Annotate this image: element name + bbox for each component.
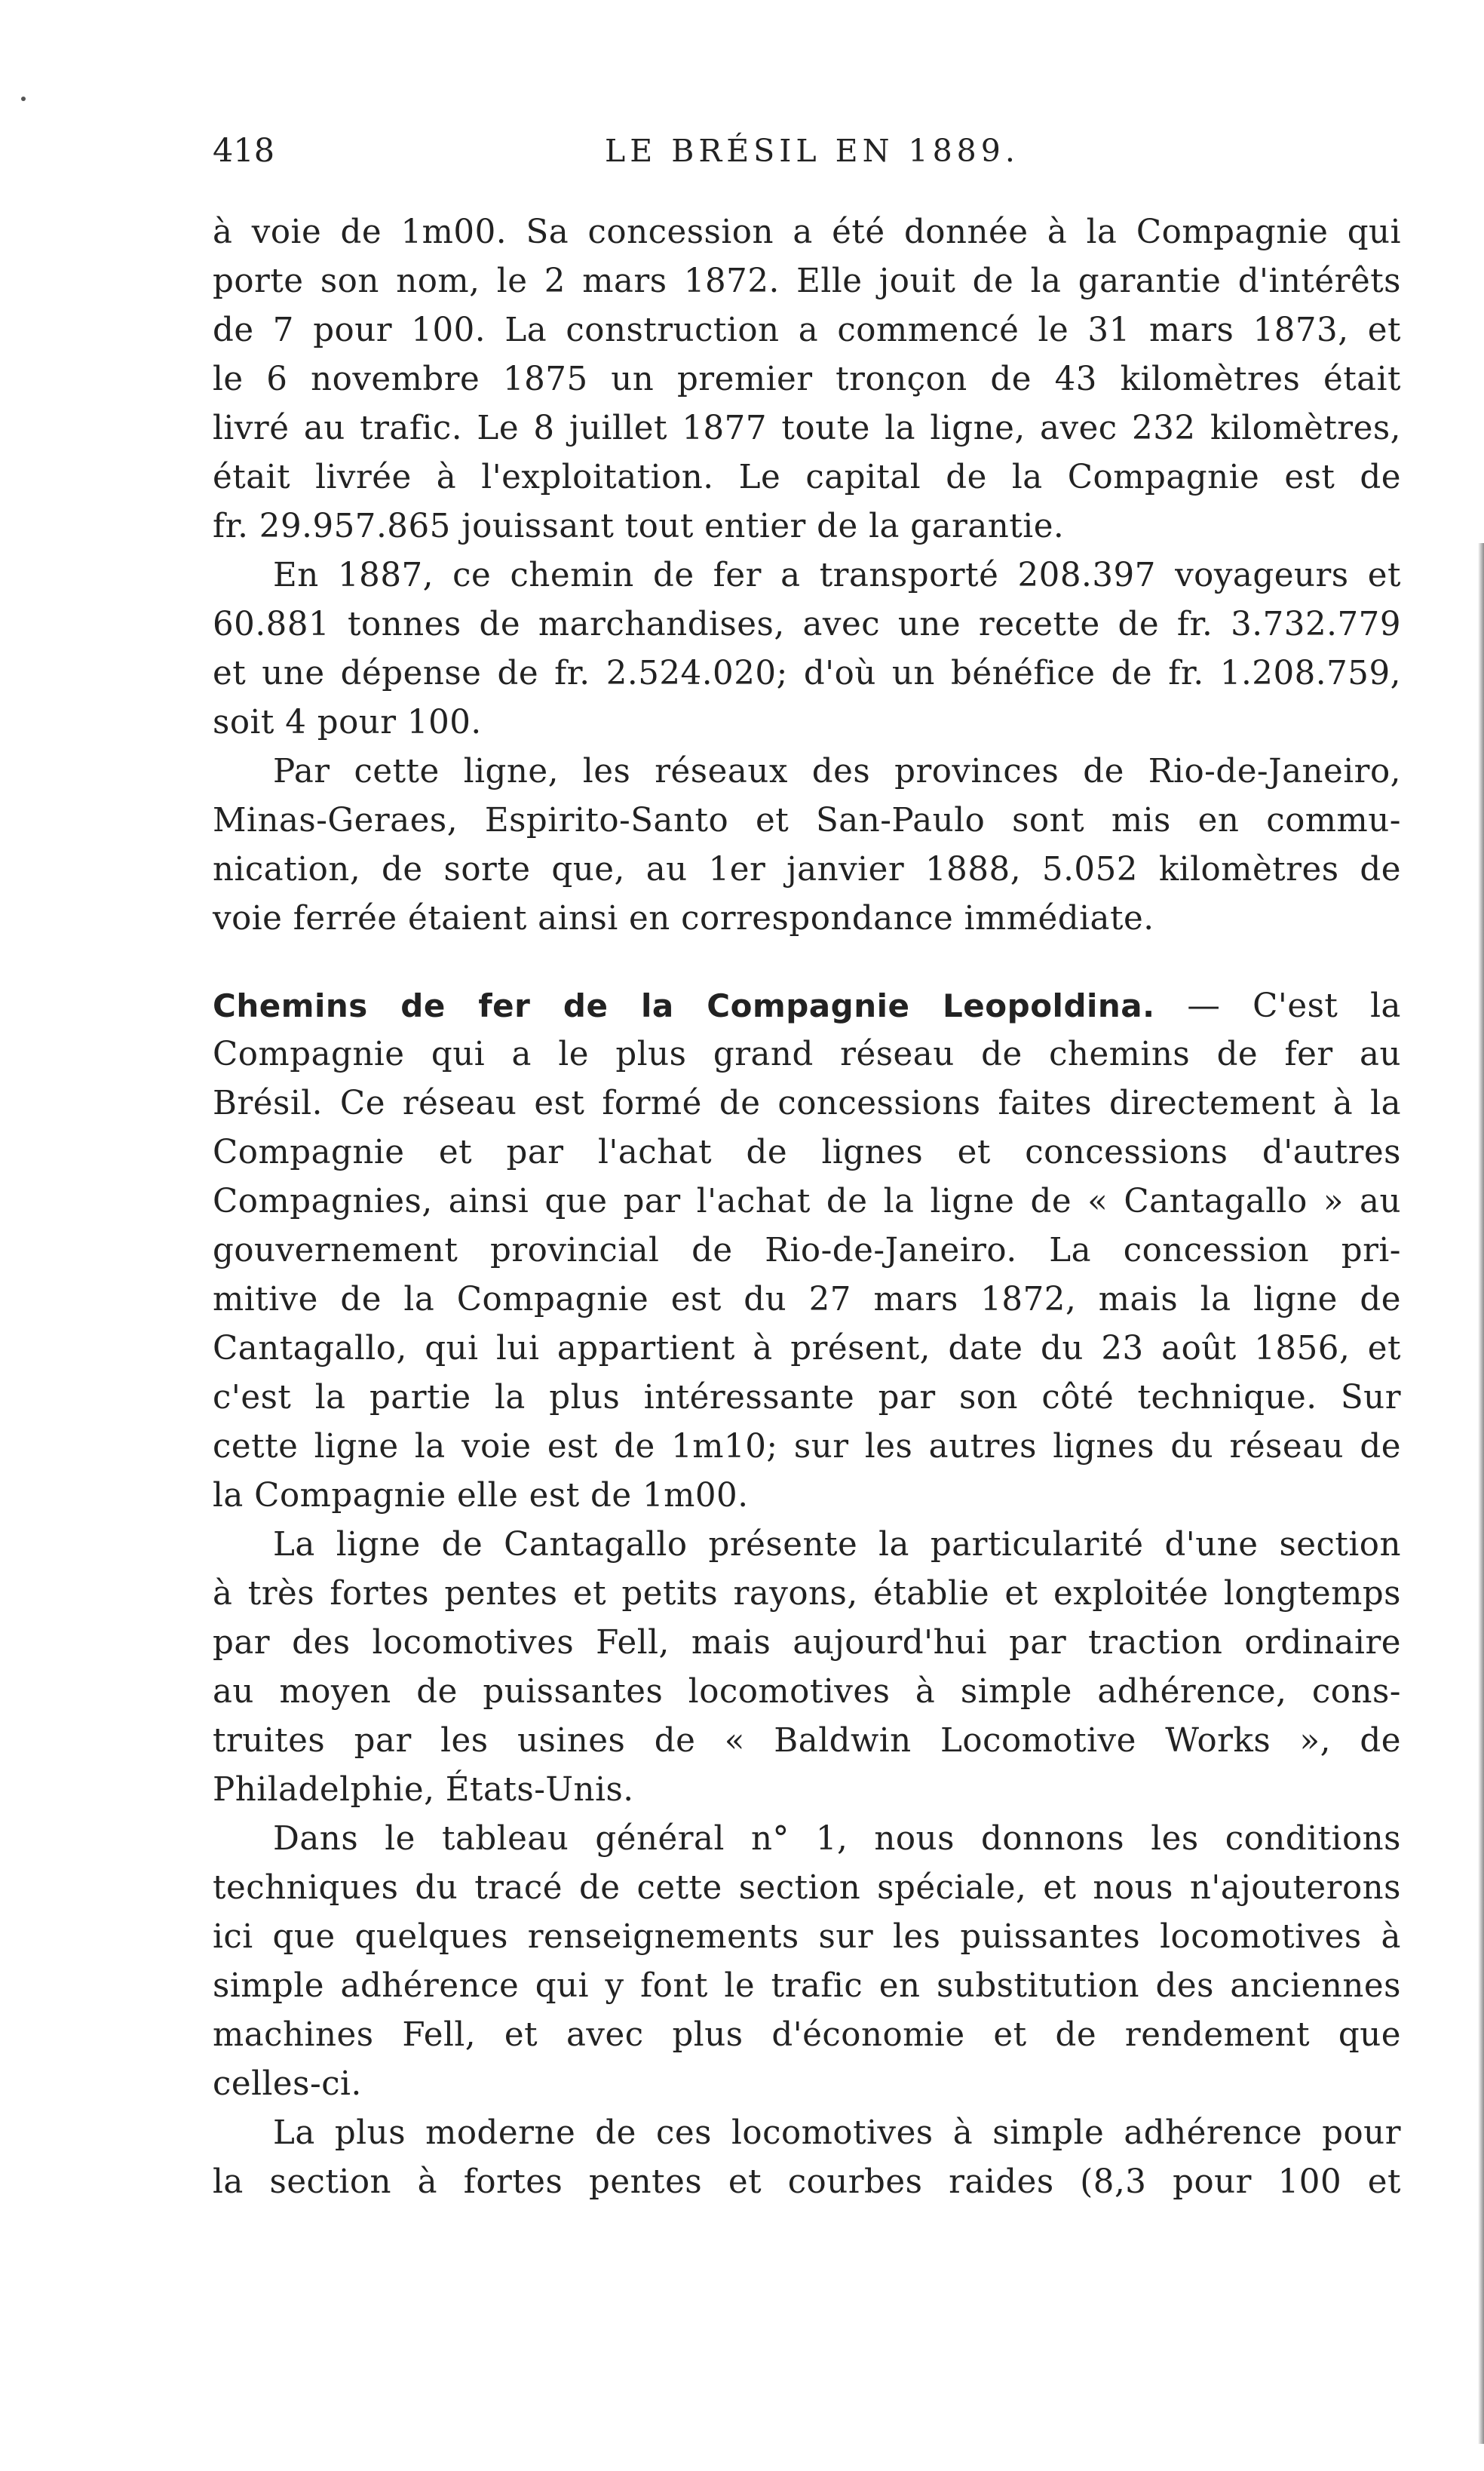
text-line: le 6 novembre 1875 un premier tronçon de 43 kilomètres était (213, 361, 1401, 398)
text-line: machines Fell, et avec plus d'économie et de rendement que (213, 2016, 1401, 2054)
paragraph (213, 551, 1401, 747)
section-heading-continuation: — C'est la (1187, 987, 1401, 1025)
text-line: cette ligne la voie est de 1m10; sur les autres lignes du réseau de (213, 1428, 1401, 1466)
section-spacer (213, 944, 1401, 981)
text-line: par des locomotives Fell, mais aujourd'hui par traction ordinaire (213, 1624, 1401, 1662)
text-line: la section à fortes pentes et courbes raides (8,3 pour 100 et (213, 2163, 1401, 2201)
text-line: nication, de sorte que, au 1er janvier 1888, 5.052 kilomètres de (213, 851, 1401, 889)
text-line: truites par les usines de « Baldwin Locomotive Works », de (213, 1722, 1401, 1760)
text-line: était livrée à l'exploitation. Le capital de la Compagnie est de (213, 459, 1401, 496)
text-line: La ligne de Cantagallo présente la particularité d'une section (273, 1526, 1401, 1564)
text-line: fr. 29.957.865 jouissant tout entier de la garantie. (213, 508, 1065, 545)
text-line: Compagnie et par l'achat de lignes et concessions d'autres (213, 1134, 1401, 1171)
text-line: gouvernement provincial de Rio-de-Janeiro. La concession pri- (213, 1232, 1401, 1269)
text-line: La plus moderne de ces locomotives à simple adhérence pour (273, 2114, 1401, 2152)
page-number: 418 (213, 132, 275, 170)
text-line: simple adhérence qui y font le trafic en substitution des anciennes (213, 1967, 1401, 2005)
body-text (213, 208, 1401, 2207)
text-line: Minas-Geraes, Espirito-Santo et San-Paulo sont mis en commu- (213, 802, 1401, 840)
text-line: techniques du tracé de cette section spéciale, et nous n'ajouterons (213, 1869, 1401, 1907)
text-line: porte son nom, le 2 mars 1872. Elle jouit de la garantie d'intérêts (213, 262, 1401, 300)
text-line: livré au trafic. Le 8 juillet 1877 toute la ligne, avec 232 kilomètres, (213, 410, 1401, 447)
page-edge-shadow (1478, 543, 1484, 2444)
text-line: ici que quelques renseignements sur les puissantes locomotives à (213, 1918, 1401, 1956)
paragraph (213, 208, 1401, 551)
text-line: Philadelphie, États-Unis. (213, 1771, 634, 1809)
paragraph (213, 1521, 1401, 1815)
text-line: Brésil. Ce réseau est formé de concessions faites directement à la (213, 1085, 1401, 1122)
text-line: Dans le tableau général n° 1, nous donnons les conditions (273, 1820, 1401, 1858)
paragraph (213, 1815, 1401, 2109)
text-line: celles-ci. (213, 2065, 362, 2103)
text-line: c'est la partie la plus intéressante par son côté technique. Sur (213, 1379, 1401, 1417)
text-line: au moyen de puissantes locomotives à simple adhérence, cons- (213, 1673, 1401, 1711)
ink-speck (21, 97, 26, 101)
text-line: la Compagnie elle est de 1m00. (213, 1477, 749, 1515)
text-line: 60.881 tonnes de marchandises, avec une recette de fr. 3.732.779 (213, 606, 1401, 643)
text-line: à voie de 1m00. Sa concession a été donnée à la Compagnie qui (213, 213, 1401, 251)
text-line: soit 4 pour 100. (213, 704, 482, 741)
text-line (213, 981, 1401, 1030)
paragraph (213, 2109, 1401, 2207)
text-line: En 1887, ce chemin de fer a transporté 208.397 voyageurs et (273, 557, 1401, 594)
running-title: LE BRÉSIL EN 1889. (605, 133, 1019, 169)
text-line: de 7 pour 100. La construction a commencé le 31 mars 1873, et (213, 312, 1401, 349)
text-line: voie ferrée étaient ainsi en correspondance immédiate. (213, 900, 1154, 938)
text-line: Par cette ligne, les réseaux des provinces de Rio-de-Janeiro, (273, 753, 1401, 790)
text-line: Compagnies, ainsi que par l'achat de la ligne de « Cantagallo » au (213, 1183, 1401, 1220)
section-heading: Chemins de fer de la Compagnie Leopoldina. (213, 987, 1155, 1024)
text-line: à très fortes pentes et petits rayons, établie et exploitée longtemps (213, 1575, 1401, 1613)
text-line: mitive de la Compagnie est du 27 mars 1872, mais la ligne de (213, 1281, 1401, 1318)
page-header (213, 128, 1401, 173)
paragraph (213, 981, 1401, 1521)
text-line: Compagnie qui a le plus grand réseau de chemins de fer au (213, 1036, 1401, 1073)
paragraph (213, 747, 1401, 944)
text-line: et une dépense de fr. 2.524.020; d'où un bénéfice de fr. 1.208.759, (213, 655, 1401, 692)
text-line: Cantagallo, qui lui appartient à présent, date du 23 août 1856, et (213, 1330, 1401, 1367)
